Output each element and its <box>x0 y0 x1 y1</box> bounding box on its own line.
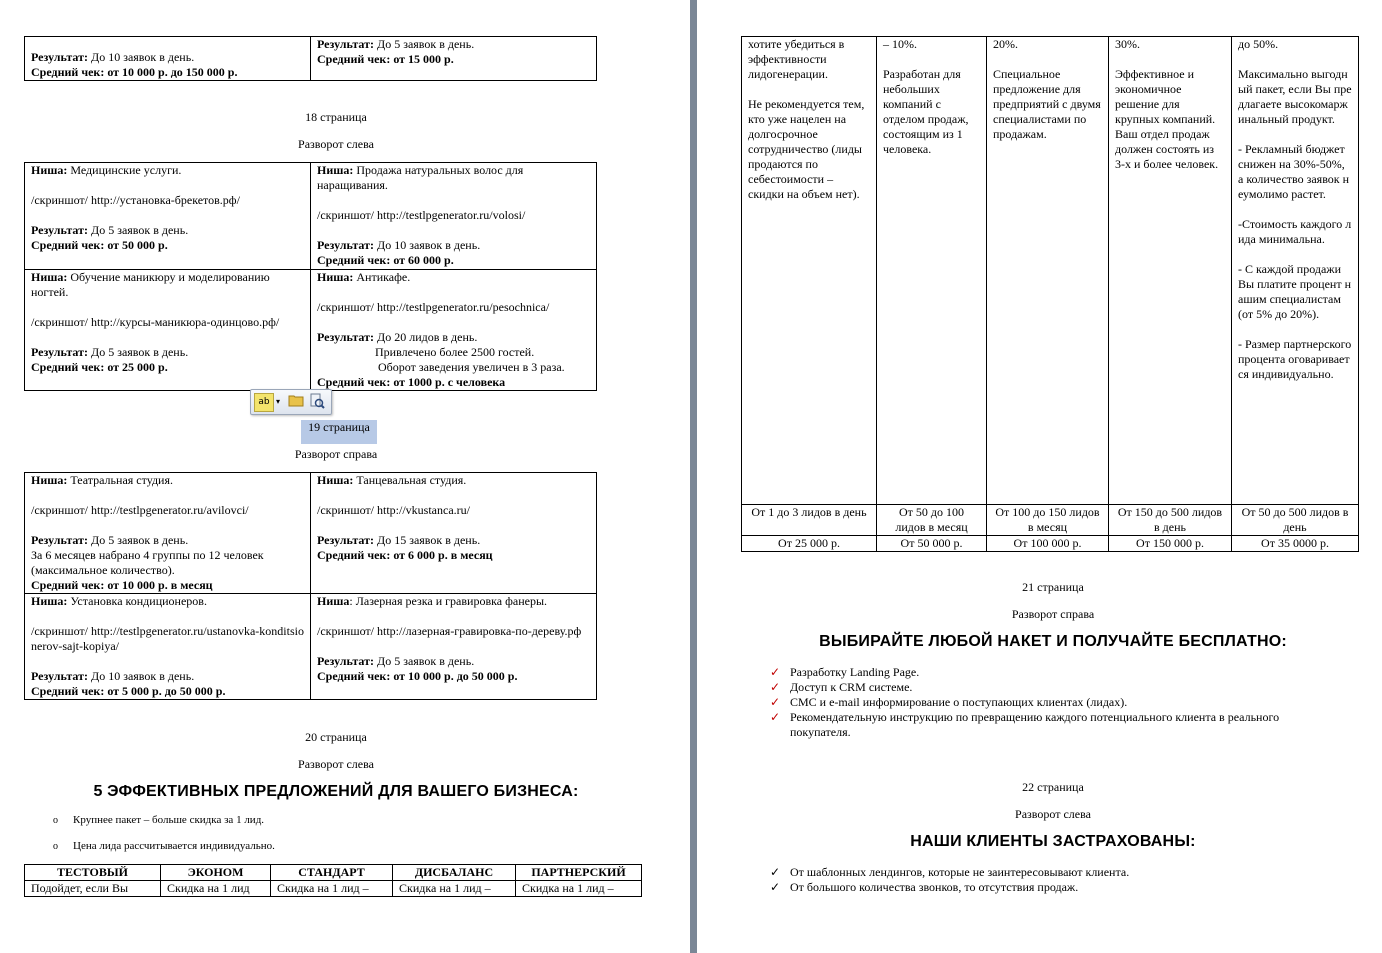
table-cell: до 50%. Максимально выгодный пакет, если Вы предлагаете высокомаржинальный продукт. - Рекламный бюджет снижен на 30%-50%, а количество заявок неумолимо растет. -Стоимость каждого лида минимальна. - С каждой продажи Вы платите процент нашим специалистам (от 5% до 20%). - Размер партнерского процента оговаривается индивидуально. <box>1232 37 1359 505</box>
list-item: ✓ Разработку Landing Page. <box>770 665 920 679</box>
check-icon: ✓ <box>770 710 781 724</box>
table-cell-price: От 100 000 р. <box>987 536 1109 552</box>
page-number-19: 19 страница <box>301 420 377 444</box>
packages-table-continued <box>741 36 1359 552</box>
list-item: o Крупнее пакет – больше скидка за 1 лид. <box>53 814 265 826</box>
table-cell: Скидка на 1 лид – <box>516 881 642 897</box>
table-cell-volume: От 150 до 500 лидов в день <box>1109 505 1232 536</box>
check-icon: ✓ <box>770 695 781 709</box>
table-continued-results <box>24 36 597 81</box>
table-cell-price: От 25 000 р. <box>742 536 877 552</box>
screenshot-link[interactable]: /скриншот/ http://установка-брекетов.рф/ <box>31 193 240 207</box>
screenshot-link[interactable]: /скриншот/ http://testlpgenerator.ru/avilovci/ <box>31 503 249 517</box>
table-cell-volume: От 1 до 3 лидов в день <box>742 505 877 536</box>
table-header: ДИСБАЛАНС <box>393 865 516 881</box>
section-heading-insured: НАШИ КЛИЕНТЫ ЗАСТРАХОВАНЫ: <box>910 833 1196 850</box>
screenshot-link[interactable]: /скриншот/ http://testlpgenerator.ru/volosi/ <box>317 208 526 222</box>
spread-label-22: Разворот слева <box>1015 807 1091 821</box>
spread-label-20: Разворот слева <box>298 757 374 771</box>
screenshot-link[interactable]: /скриншот/ http://vkustanca.ru/ <box>317 503 470 517</box>
page-number-22: 22 страница <box>1022 780 1084 794</box>
section-heading-offers: 5 ЭФФЕКТИВНЫХ ПРЕДЛОЖЕНИЙ ДЛЯ ВАШЕГО БИЗНЕСА: <box>93 783 579 800</box>
table-cell: Ниша: Театральная студия. /скриншот/ http://testlpgenerator.ru/avilovci/ Результат: До 5 заявок в день. За 6 месяцев набрано 4 группы по 12 человек (максимальное количество). Средний чек: от 10 000 р. в месяц <box>25 473 311 594</box>
table-header: СТАНДАРТ <box>271 865 393 881</box>
free-bonus-list <box>770 665 1335 740</box>
table-cell: Ниша: Медицинские услуги. /скриншот/ http://установка-брекетов.рф/ Результат: До 5 заявок в день. Средний чек: от 50 000 р. <box>25 163 311 270</box>
folder-icon[interactable] <box>287 393 305 410</box>
page-number-20: 20 страница <box>305 730 367 744</box>
table-cell: Ниша: Танцевальная студия. /скриншот/ http://vkustanca.ru/ Результат: До 15 заявок в день. Средний чек: от 6 000 р. в месяц <box>311 473 597 594</box>
table-cell: 30%. Эффективное и экономичное решение для крупных компаний. Ваш отдел продаж должен состоять из 3-х и более человек. <box>1109 37 1232 505</box>
circle-bullet-icon: o <box>53 841 58 852</box>
spread-label-21: Разворот справа <box>1011 607 1095 621</box>
table-cell: Скидка на 1 лид <box>161 881 271 897</box>
check-icon: ✓ <box>770 880 781 894</box>
table-cell-price: От 50 000 р. <box>877 536 987 552</box>
result-line: Результат: До 5 заявок в день. <box>317 37 475 51</box>
table-page-19 <box>24 472 597 700</box>
table-cell: Подойдет, если Вы <box>25 881 161 897</box>
document-page-left <box>0 0 690 953</box>
screenshot-link[interactable]: /скриншот/ http://курсы-маникюра-одинцово.рф/ <box>31 315 280 329</box>
average-check: Средний чек: от 15 000 р. <box>317 52 454 66</box>
list-item: o Цена лида рассчитывается индивидуально. <box>53 840 275 852</box>
list-item: ✓ СМС и e-mail информирование о поступающих клиентах (лидах). <box>770 695 1128 709</box>
table-cell: Ниша: Антикафе. /скриншот/ http://testlpgenerator.ru/pesochnica/ Результат: До 20 лидов в день. Привлечено более 2500 гостей. Оборот заведения увеличен в 3 раза. Средний чек: от 1000 р. с человека <box>311 270 597 391</box>
document-page-right <box>697 0 1382 953</box>
result-line: Результат: До 10 заявок в день. <box>31 50 195 64</box>
check-icon: ✓ <box>770 665 781 679</box>
circle-bullet-icon: o <box>53 815 58 826</box>
table-page-18 <box>24 162 597 391</box>
table-cell <box>25 37 311 81</box>
table-cell-volume: От 50 до 100 лидов в месяц <box>877 505 987 536</box>
list-item: ✓ Доступ к CRM системе. <box>770 680 913 694</box>
table-cell-volume: От 50 до 500 лидов в день <box>1232 505 1359 536</box>
table-cell: Скидка на 1 лид – <box>393 881 516 897</box>
packages-table <box>24 864 642 897</box>
table-cell: Ниша: Установка кондиционеров. /скриншот/ http://testlpgenerator.ru/ustanovka-konditsionerov-sajt-kopiya/ Результат: До 10 заявок в день. Средний чек: от 5 000 р. до 50 000 р. <box>25 594 311 700</box>
check-icon: ✓ <box>770 865 781 879</box>
table-cell: Скидка на 1 лид – <box>271 881 393 897</box>
table-cell-volume: От 100 до 150 лидов в месяц <box>987 505 1109 536</box>
spread-label-19: Разворот справа <box>294 447 378 461</box>
list-item: ✓ От большого количества звонков, то отсутствия продаж. <box>770 880 1079 894</box>
table-cell: Ниша: Продажа натуральных волос для наращивания. /скриншот/ http://testlpgenerator.ru/volosi/ Результат: До 10 заявок в день. Средний чек: от 60 000 р. <box>311 163 597 270</box>
find-icon[interactable] <box>308 393 326 410</box>
table-cell: – 10%. Разработан для небольших компаний с отделом продаж, состоящим из 1 человека. <box>877 37 987 505</box>
chevron-down-icon[interactable]: ▾ <box>275 397 280 406</box>
section-heading-free: ВЫБИРАЙТЕ ЛЮБОЙ НАКЕТ И ПОЛУЧАЙТЕ БЕСПЛАТНО: <box>819 633 1287 650</box>
list-item: ✓ Рекомендательную инструкцию по превращению каждого потенциального клиента в реального покупателя. <box>770 710 1280 739</box>
average-check: Средний чек: от 10 000 р. до 150 000 р. <box>31 65 238 79</box>
screenshot-link[interactable]: /скриншот/ http://лазерная-гравировка-по-дереву.рф <box>317 624 582 638</box>
page-gutter <box>690 0 697 953</box>
table-cell-price: От 35 0000 р. <box>1232 536 1359 552</box>
check-icon: ✓ <box>770 680 781 694</box>
screenshot-link[interactable]: /скриншот/ http://testlpgenerator.ru/pesochnica/ <box>317 300 550 314</box>
table-cell-price: От 150 000 р. <box>1109 536 1232 552</box>
screenshot-link[interactable]: /скриншот/ http://testlpgenerator.ru/ustanovka-konditsionerov-sajt-kopiya/ <box>31 624 304 653</box>
table-cell: Ниша: Обучение маникюру и моделированию ногтей. /скриншот/ http://курсы-маникюра-одинцово.рф/ Результат: До 5 заявок в день. Средний чек: от 25 000 р. <box>25 270 311 391</box>
table-header: ТЕСТОВЫЙ <box>25 865 161 881</box>
table-cell: 20%. Специальное предложение для предприятий с двумя специалистами по продажам. <box>987 37 1109 505</box>
spelling-button[interactable]: ab <box>254 393 274 412</box>
table-cell: Ниша: Лазерная резка и гравировка фанеры. /скриншот/ http://лазерная-гравировка-по-дереву.рф Результат: До 5 заявок в день. Средний чек: от 10 000 р. до 50 000 р. <box>311 594 597 700</box>
offer-notes-list <box>53 813 613 865</box>
table-cell: хотите убедиться в эффективности лидогенерации. Не рекомендуется тем, кто уже нацелен на долгосрочное сотрудничество (лиды продаются по себестоимости – скидки на объем нет). <box>742 37 877 505</box>
floating-mini-toolbar <box>250 389 332 415</box>
page-number-21: 21 страница <box>1022 580 1084 594</box>
page-number-18: 18 страница <box>305 110 367 124</box>
insured-list <box>770 865 1335 895</box>
table-header: ПАРТНЕРСКИЙ <box>516 865 642 881</box>
spread-label-18: Разворот слева <box>298 137 374 151</box>
table-cell <box>311 37 597 81</box>
table-header: ЭКОНОМ <box>161 865 271 881</box>
list-item: ✓ От шаблонных лендингов, которые не заинтересовывают клиента. <box>770 865 1130 879</box>
